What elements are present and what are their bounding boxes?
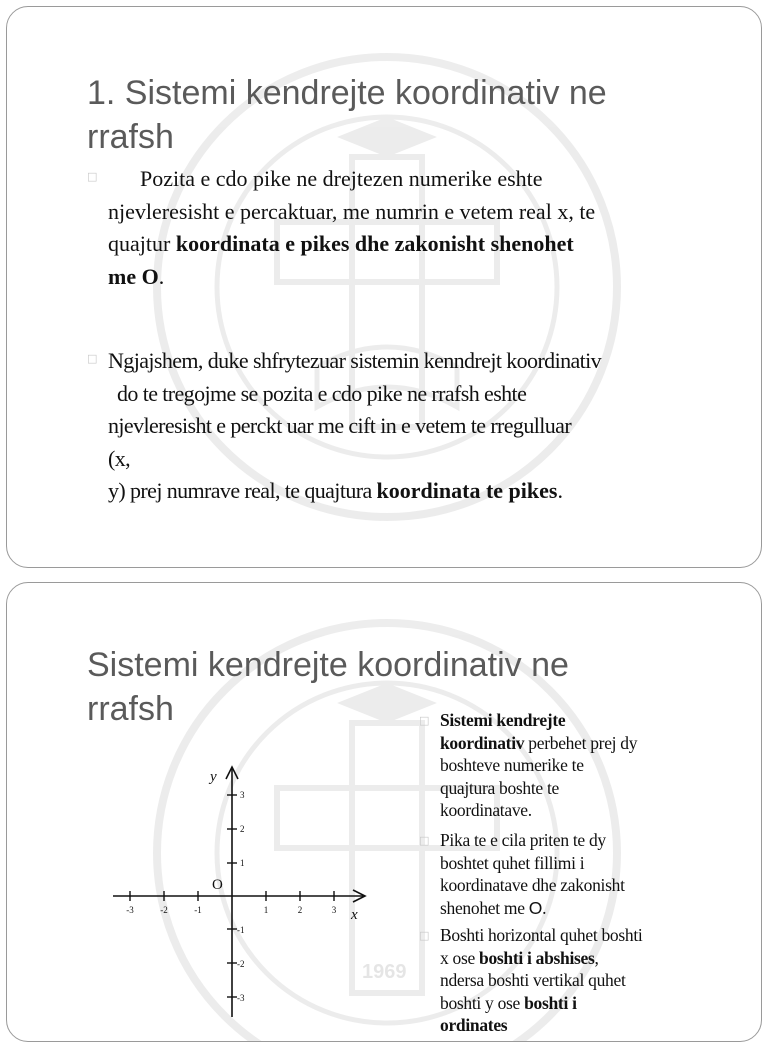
x-tick-label: -2 [160, 905, 168, 915]
slide-1-bullet-1 [108, 163, 595, 293]
slide-1 [6, 6, 762, 568]
origin-label: O [212, 877, 223, 893]
y-tick-label: -1 [237, 925, 245, 935]
y-tick-label: -2 [237, 959, 245, 969]
bullet-2-line-4: (x, [108, 445, 131, 471]
slide-2-bullet-2: Pika te e cila priten te dy boshtet quhet fillimi i koordinatave dhe zakonisht shenohet me O. [440, 830, 625, 918]
y-tick-label: 2 [240, 824, 245, 834]
watermark-year: 1969 [362, 961, 407, 983]
y-tick-label: 3 [240, 790, 245, 800]
x-axis-label: x [351, 907, 358, 923]
coordinate-axes-figure [107, 763, 377, 1033]
bullet-marker-icon: □ [419, 929, 430, 942]
x-tick-label: 3 [331, 905, 337, 915]
bullet-marker-icon: □ [87, 170, 98, 183]
bullet-2-line-1: Ngjajshem, duke shfrytezuar sistemin kenndrejt koordinativ [108, 348, 602, 373]
x-tick-label: 2 [297, 905, 303, 915]
slide-1-bullet-2 [108, 345, 601, 508]
bullet-1-line-4: me O. [108, 263, 165, 289]
bullet-1-line-2: njevleresisht e percaktuar, me numrin e vetem real x, te [108, 198, 596, 224]
bullet-marker-icon: □ [419, 834, 430, 847]
slide-2-bullet-1: Sistemi kendrejte koordinativ perbehet prej dy boshteve numerike te quajtura boshte te koordinatave. [440, 710, 638, 820]
x-tick-label: -1 [194, 905, 202, 915]
y-tick-label: 1 [240, 858, 245, 868]
y-axis-label: y [210, 769, 217, 785]
bullet-2-line-2: do te tregojme se pozita e cdo pike ne rrafsh eshte [117, 380, 527, 406]
bullet-marker-icon: □ [419, 714, 430, 727]
bullet-1-line-1: Pozita e cdo pike ne drejtezen numerike eshte [140, 166, 543, 191]
slide-1-title: 1. Sistemi kendrejte koordinativ ne rrafsh [87, 74, 607, 156]
slide-2 [6, 582, 762, 1042]
bullet-1-line-3: quajtur koordinata e pikes dhe zakonisht shenohet [108, 231, 574, 256]
x-tick-label: 1 [263, 905, 269, 915]
bullet-marker-icon: □ [87, 352, 98, 365]
slide-2-bullet-3: Boshti horizontal quhet boshti x ose boshti i abshises, ndersa boshti vertikal quhet boshti y ose boshti i ordinates [440, 925, 643, 1035]
bullet-2-line-3: njevleresisht e perckt uar me cift in e vetem te rregulluar [108, 413, 572, 438]
slide-2-title: Sistemi kendrejte koordinativ ne rrafsh [87, 646, 569, 728]
bullet-2-line-5: y) prej numrave real, te quajtura koordinata te pikes. [108, 478, 563, 503]
y-tick-label: -3 [237, 993, 245, 1003]
x-tick-label: -3 [126, 905, 134, 915]
